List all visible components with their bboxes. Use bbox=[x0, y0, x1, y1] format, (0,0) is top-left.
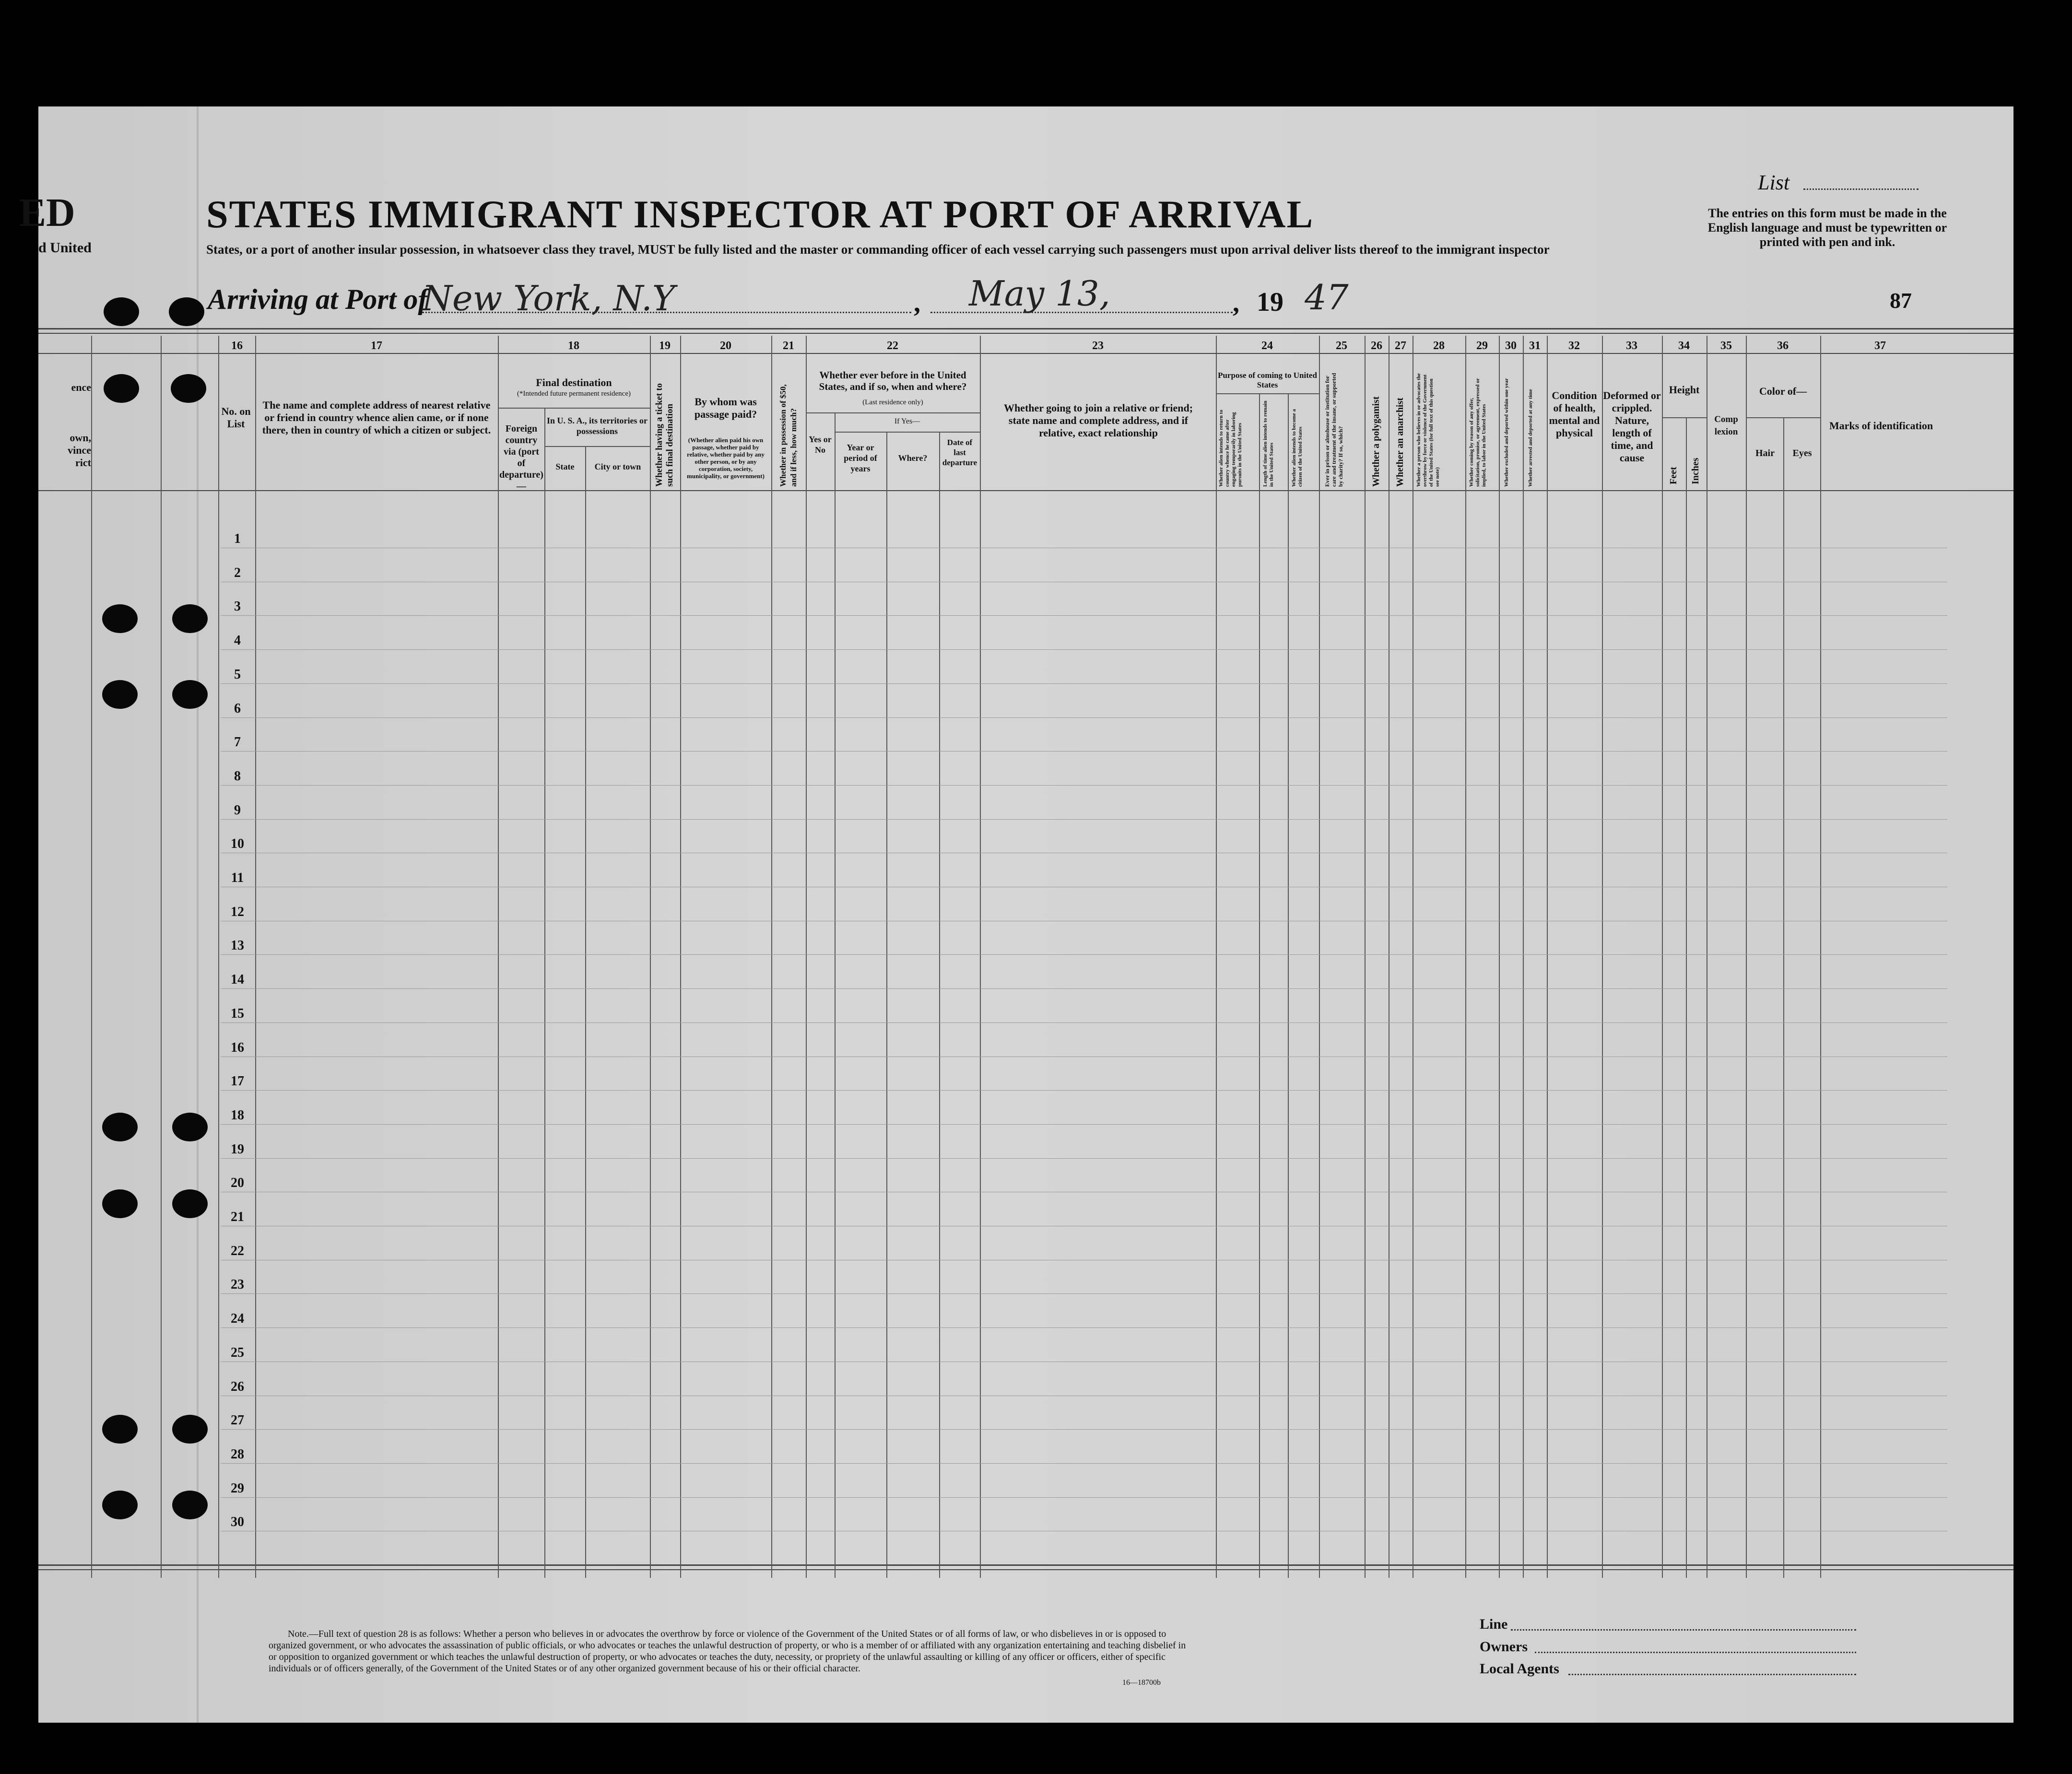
header-purpose-length: Length of time alien intends to remain in the United States bbox=[1262, 400, 1274, 487]
header-state: State bbox=[555, 462, 575, 471]
column-number: 36 bbox=[1777, 340, 1789, 352]
year-prefix: 19 bbox=[1257, 287, 1283, 317]
column-line bbox=[91, 336, 92, 1578]
column-number: 28 bbox=[1433, 340, 1445, 352]
header-join-relative: Whether going to join a relative or friend; state name and complete address, and if relative, exact relationship bbox=[1003, 402, 1193, 439]
column-line bbox=[835, 412, 836, 1578]
header-deformed: Deformed or crippled. Nature, length of time, and cause bbox=[1603, 389, 1661, 464]
header-city-or-town: City or town bbox=[594, 462, 641, 471]
row-number: 28 bbox=[231, 1446, 244, 1462]
binder-hole bbox=[104, 374, 139, 403]
row-number: 21 bbox=[231, 1210, 244, 1224]
row-number: 9 bbox=[234, 802, 241, 818]
row-line bbox=[221, 1158, 1947, 1159]
row-number: 26 bbox=[231, 1379, 244, 1394]
list-label: List bbox=[1758, 171, 1790, 194]
row-number: 24 bbox=[231, 1311, 244, 1327]
year-suffix: 47 bbox=[1305, 277, 1349, 317]
row-number: 23 bbox=[231, 1277, 244, 1292]
column-number: 22 bbox=[887, 340, 898, 352]
column-line bbox=[218, 336, 219, 1578]
column-number: 20 bbox=[720, 340, 731, 352]
column-number: 32 bbox=[1568, 340, 1580, 352]
header-arrested-deported: Whether arrested and deported at any time bbox=[1528, 389, 1533, 487]
column-line bbox=[1523, 336, 1524, 1578]
header-ever-before-in-us: Whether ever before in the United States, and if so, when and where? bbox=[819, 369, 967, 392]
row-number: 3 bbox=[234, 599, 241, 614]
form-number: 16—18700b bbox=[1122, 1679, 1161, 1687]
table-top-rule bbox=[38, 328, 2013, 329]
row-line bbox=[221, 954, 1947, 955]
binder-hole bbox=[172, 1491, 208, 1519]
column-number: 16 bbox=[231, 340, 243, 352]
row-line bbox=[221, 1090, 1947, 1091]
manifest-sheet bbox=[38, 106, 2013, 1723]
column-line bbox=[1820, 336, 1821, 1578]
footer-line-label: Line bbox=[1480, 1616, 1508, 1632]
binder-hole bbox=[102, 1491, 138, 1519]
header-anarchist: Whether an anarchist bbox=[1395, 398, 1405, 487]
row-line bbox=[221, 1022, 1947, 1023]
binder-hole bbox=[102, 680, 138, 709]
footer-local-agents-field bbox=[1568, 1674, 1856, 1675]
row-number: 1 bbox=[234, 531, 241, 546]
date-field-line bbox=[930, 312, 1233, 313]
binder-hole bbox=[102, 1113, 138, 1141]
table-top-rule bbox=[38, 333, 2013, 334]
footer-local-agents-label: Local Agents bbox=[1480, 1661, 1559, 1677]
column-line bbox=[1465, 336, 1466, 1578]
column-line bbox=[1365, 336, 1366, 1578]
page-number: 87 bbox=[1890, 288, 1912, 313]
header-inches: Inches bbox=[1690, 458, 1701, 484]
row-number: 25 bbox=[231, 1345, 244, 1360]
row-number: 10 bbox=[231, 836, 244, 852]
column-line bbox=[1686, 417, 1687, 1578]
sub-header-rule bbox=[806, 412, 980, 413]
row-number: 20 bbox=[231, 1175, 244, 1191]
header-eyes: Eyes bbox=[1792, 448, 1812, 458]
row-line bbox=[221, 1429, 1947, 1430]
column-line bbox=[255, 336, 256, 1578]
binder-hole bbox=[102, 1189, 138, 1218]
column-line bbox=[680, 336, 681, 1578]
row-line bbox=[221, 1497, 1947, 1498]
row-line bbox=[221, 717, 1947, 718]
header-marks-identification: Marks of identification bbox=[1829, 420, 1933, 432]
column-line bbox=[1259, 393, 1260, 1578]
header-passage-paid: By whom was passage paid? bbox=[694, 396, 757, 420]
header-fifty-dollars: Whether in possession of $50, and if less, how much? bbox=[778, 384, 798, 487]
row-number: 7 bbox=[234, 735, 241, 750]
binder-hole bbox=[104, 297, 139, 326]
column-number: 23 bbox=[1092, 340, 1104, 352]
row-line bbox=[221, 785, 1947, 786]
binder-hole bbox=[172, 1189, 208, 1218]
header-foreign-country: Foreign country via (port of departure)— bbox=[499, 423, 543, 492]
row-line bbox=[221, 751, 1947, 752]
column-number: 19 bbox=[659, 340, 671, 352]
column-line bbox=[1746, 336, 1747, 1578]
row-number: 16 bbox=[231, 1040, 244, 1055]
left-fragment-title: ED bbox=[19, 190, 75, 235]
header-excluded-deported: Whether excluded and deported within one year bbox=[1504, 378, 1509, 487]
column-number: 37 bbox=[1874, 340, 1886, 352]
header-yes-or-no: Yes or No bbox=[809, 435, 832, 455]
column-number: 30 bbox=[1505, 340, 1517, 352]
binder-hole bbox=[172, 680, 208, 709]
header-in-usa: In U. S. A., its territories or possessions bbox=[547, 416, 648, 436]
sub-header-rule bbox=[1662, 417, 1707, 418]
column-line bbox=[544, 408, 545, 1578]
binder-hole bbox=[171, 374, 206, 403]
column-line bbox=[1783, 417, 1784, 1578]
port-field-line bbox=[422, 312, 911, 313]
row-number: 12 bbox=[231, 904, 244, 919]
header-purpose-citizen: Whether alien intends to become a citizen of the United States bbox=[1291, 409, 1303, 487]
row-number: 8 bbox=[234, 768, 241, 784]
header-passage-paid-note: (Whether alien paid his own passage, whether paid by relative, whether paid by any other person, or by any corporation, society, municipality, or government) bbox=[687, 436, 765, 480]
row-number: 18 bbox=[231, 1107, 244, 1123]
header-health: Condition of health, mental and physical bbox=[1549, 389, 1600, 439]
row-number: 22 bbox=[231, 1243, 244, 1258]
binder-hole bbox=[172, 1415, 208, 1444]
header-final-destination: Final destination bbox=[536, 376, 612, 388]
left-stub-header: own, bbox=[70, 432, 91, 444]
column-line bbox=[161, 336, 162, 1578]
page-fold bbox=[197, 106, 199, 1723]
binder-hole bbox=[172, 604, 208, 633]
footnote-question-28: Note.—Full text of question 28 is as follows: Whether a person who believes in or advocates the overthrow by force or violence of the Government of the United States or of all forms of law, or who disbelieves in or is opposed to organized government, or who advocates the assassination of public officials, or who advocates or teaches the unlawful destruction of property, or who is a member of or affiliated with any organization entertaining and teaching disbelief in or opposition to organized government or which teaches the unlawful destruction of property, or who advocates or teaches the duty, necessity, or propriety of the unlawful assaulting or killing of any officer or officers, either of specific individuals or of officers generally, of the Government of the United States or of any other organized government because of his or their official character. bbox=[269, 1629, 1186, 1674]
table-bottom-rule bbox=[38, 1569, 2013, 1570]
date-value: May 13, bbox=[969, 273, 1110, 314]
header-labor-offer: Whether coming by reason of any offer, solicitation, promise, or agreement, expressed or implied, to labor in the United States bbox=[1469, 378, 1487, 487]
row-number: 14 bbox=[231, 972, 244, 987]
form-subtitle: States, or a port of another insular possession, in whatsoever class they travel, MUST be fully listed and the master or commanding officer of each vessel carrying such passengers must upon arrival deliver lists thereof to the immigrant inspector bbox=[206, 242, 1550, 257]
header-feet: Feet bbox=[1668, 467, 1679, 484]
row-line bbox=[221, 1293, 1947, 1294]
language-note: The entries on this form must be made in the English language and must be typewritten or printed with pen and ink. bbox=[1707, 206, 1947, 249]
row-number: 17 bbox=[231, 1074, 244, 1089]
footer-owners-label: Owners bbox=[1480, 1639, 1528, 1655]
header-no-on-list: No. on List bbox=[221, 405, 251, 430]
row-number: 2 bbox=[234, 565, 241, 580]
row-number: 19 bbox=[231, 1141, 244, 1157]
column-number: 24 bbox=[1261, 340, 1273, 352]
column-number: 27 bbox=[1395, 340, 1406, 352]
row-number: 15 bbox=[231, 1006, 244, 1021]
column-number: 35 bbox=[1720, 340, 1732, 352]
sub-header-rule bbox=[1216, 393, 1319, 394]
header-complexion: Complexion bbox=[1714, 414, 1738, 437]
header-date-last-departure: Date of last departure bbox=[942, 438, 977, 467]
left-stub-header: vince bbox=[68, 444, 91, 456]
column-line bbox=[650, 336, 651, 1578]
row-number: 4 bbox=[234, 633, 241, 648]
column-number: 31 bbox=[1529, 340, 1541, 352]
header-purpose-return: Whether alien intends to return to country whence he came after engaging temporarily in laboring pursuits in the United States bbox=[1218, 410, 1243, 487]
column-number: 26 bbox=[1371, 340, 1382, 352]
column-number: 29 bbox=[1476, 340, 1488, 352]
row-number: 11 bbox=[231, 870, 244, 885]
separator-comma: , bbox=[914, 288, 920, 318]
binder-hole bbox=[102, 1415, 138, 1444]
row-number: 6 bbox=[234, 701, 241, 716]
separator-comma: , bbox=[1233, 288, 1239, 318]
left-stub-header: ence bbox=[71, 381, 91, 393]
column-number: 18 bbox=[568, 340, 579, 352]
binder-hole bbox=[172, 1113, 208, 1141]
row-line bbox=[221, 1124, 1947, 1125]
column-number: 33 bbox=[1626, 340, 1637, 352]
row-number: 13 bbox=[231, 938, 244, 953]
column-line bbox=[771, 336, 772, 1578]
column-line bbox=[1499, 336, 1500, 1578]
row-number: 5 bbox=[234, 667, 241, 682]
header-year-or-period: Year or period of years bbox=[844, 443, 877, 473]
row-number: 30 bbox=[231, 1515, 244, 1530]
sub-header-rule bbox=[1746, 417, 1820, 418]
form-title: STATES IMMIGRANT INSPECTOR AT PORT OF ARRIVAL bbox=[206, 192, 1314, 236]
column-line bbox=[498, 336, 499, 1578]
column-line bbox=[886, 432, 887, 1578]
column-line bbox=[1602, 336, 1603, 1578]
row-number: 27 bbox=[231, 1413, 244, 1428]
header-hair: Hair bbox=[1755, 448, 1775, 458]
column-line bbox=[1216, 336, 1217, 1578]
column-line bbox=[1547, 336, 1548, 1578]
row-line bbox=[221, 988, 1947, 989]
column-line bbox=[1288, 393, 1289, 1578]
row-line bbox=[221, 819, 1947, 820]
column-number: 17 bbox=[371, 340, 382, 352]
header-polygamist: Whether a polygamist bbox=[1371, 396, 1381, 487]
header-ticket: Whether having a ticket to such final destination bbox=[654, 383, 675, 487]
column-number: 21 bbox=[783, 340, 794, 352]
header-height: Height bbox=[1669, 384, 1700, 396]
header-prison-almshouse: Ever in prison or almshouse or institution for care and treatment of the insane, or supported by charity? If so, which? bbox=[1324, 373, 1344, 487]
header-purpose: Purpose of coming to United States bbox=[1218, 371, 1317, 389]
row-line bbox=[221, 615, 1947, 616]
sub-header-rule bbox=[544, 446, 650, 447]
sub-header-rule bbox=[498, 408, 650, 409]
binder-hole bbox=[169, 297, 204, 326]
arriving-label: Arriving at Port of bbox=[208, 283, 428, 315]
header-ever-before-note: (Last residence only) bbox=[862, 399, 923, 406]
row-line bbox=[221, 649, 1947, 650]
column-number: 25 bbox=[1336, 340, 1347, 352]
column-line bbox=[939, 432, 940, 1578]
left-fragment-text: d United bbox=[38, 240, 92, 256]
header-if-yes: If Yes— bbox=[894, 417, 920, 425]
row-number: 29 bbox=[231, 1480, 244, 1496]
column-line bbox=[1662, 336, 1663, 1578]
row-line bbox=[221, 683, 1947, 684]
row-line bbox=[221, 1463, 1947, 1464]
column-number: 34 bbox=[1678, 340, 1690, 352]
footer-owners-field bbox=[1535, 1652, 1856, 1653]
header-overthrow: Whether a person who believes in or advocates the overthrow by force or violence of the Government of the United States (for full text of this question see note) bbox=[1416, 373, 1440, 487]
footer-line-field bbox=[1511, 1629, 1856, 1631]
list-field-line bbox=[1803, 188, 1919, 190]
header-number-rule bbox=[38, 353, 2013, 354]
header-relative-address: The name and complete address of nearest relative or friend in country whence alien came, or if none there, then in country of which a citizen or subject. bbox=[262, 399, 491, 436]
header-where: Where? bbox=[898, 453, 928, 463]
sub-header-rule bbox=[835, 432, 980, 433]
header-final-destination-note: (*Intended future permanent residence) bbox=[517, 390, 631, 398]
header-color-of: Color of— bbox=[1759, 385, 1807, 397]
column-line bbox=[1319, 336, 1320, 1578]
binder-hole bbox=[102, 604, 138, 633]
column-line bbox=[980, 336, 981, 1578]
header-bottom-rule bbox=[38, 490, 2013, 491]
table-bottom-rule bbox=[38, 1564, 2013, 1566]
left-stub-header: rict bbox=[75, 457, 91, 469]
column-line bbox=[806, 336, 807, 1578]
port-value: New York, N.Y bbox=[422, 278, 675, 318]
